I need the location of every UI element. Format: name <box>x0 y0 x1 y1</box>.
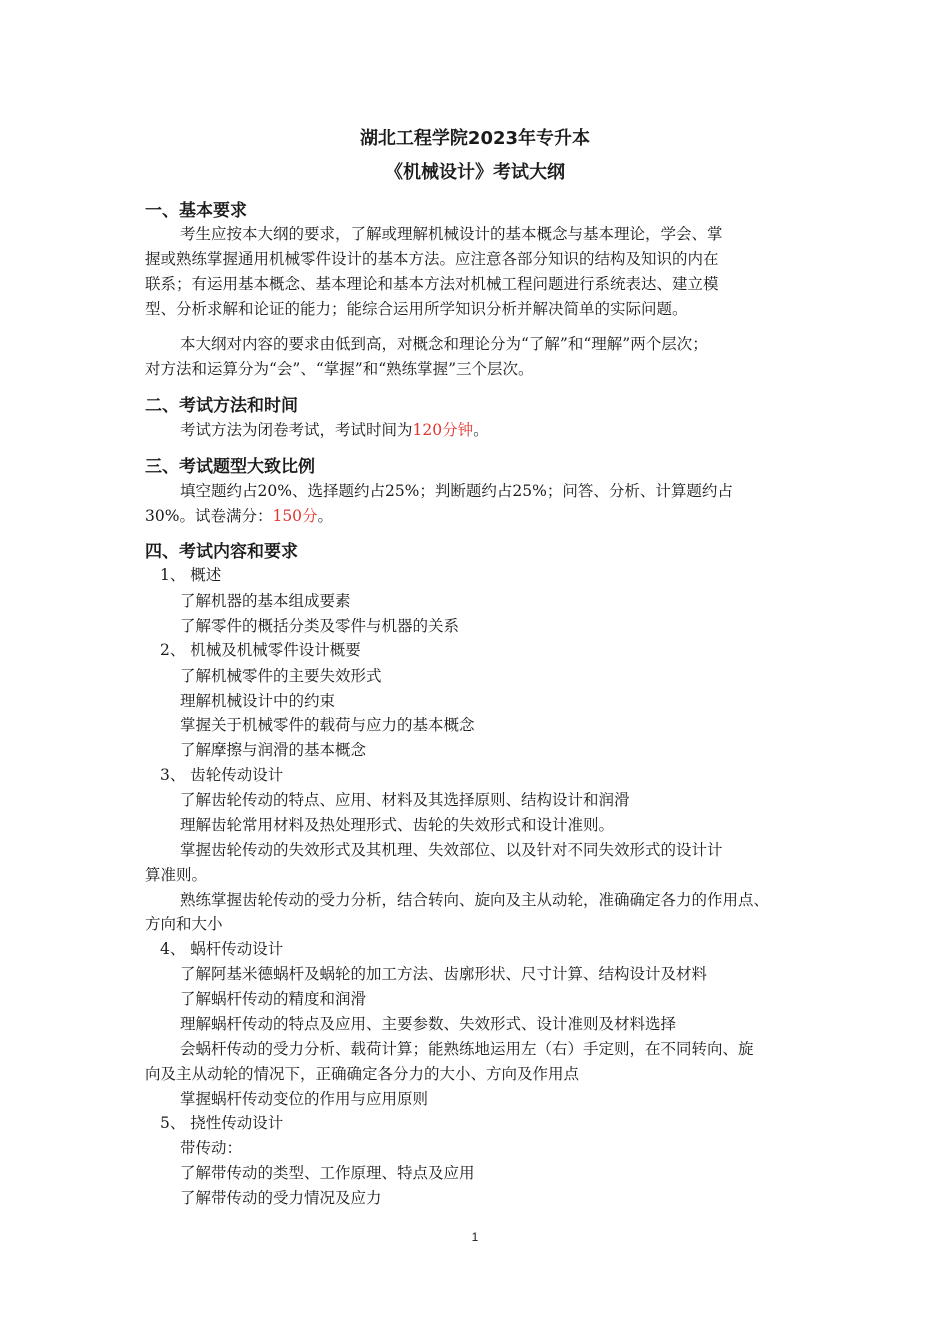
list-item: 理解机械设计中的约束 <box>180 692 336 710</box>
question-types-line: 填空题约占20%、选择题约占25%；判断题约占25%；问答、分析、计算题约占 <box>180 482 733 500</box>
question-types-line <box>145 505 333 527</box>
paragraph-line: 握或熟练掌握通用机械零件设计的基本方法。应注意各部分知识的结构及知识的内在 <box>145 250 719 268</box>
list-item: 带传动： <box>180 1139 243 1157</box>
document-title: 湖北工程学院2023年专升本 <box>359 128 591 149</box>
paragraph-line: 本大纲对内容的要求由低到高，对概念和理论分为“了解”和“理解”两个层次； <box>180 335 708 353</box>
list-item-continuation: 方向和大小 <box>145 915 223 933</box>
exam-method-text <box>180 419 489 441</box>
paragraph-line: 型、分析求解和论证的能力；能综合运用所学知识分析并解决简单的实际问题。 <box>145 300 688 318</box>
list-item: 会蜗杆传动的受力分析、载荷计算；能熟练地运用左（右）手定则，在不同转向、旋 <box>180 1040 754 1058</box>
section-heading-basic-requirements: 一、基本要求 <box>145 201 247 221</box>
section-heading-question-types: 三、考试题型大致比例 <box>145 457 315 477</box>
section-heading-exam-method: 二、考试方法和时间 <box>145 396 298 416</box>
full-score-prefix: 30%。试卷满分： <box>145 507 273 525</box>
exam-method-prefix: 考试方法为闭卷考试，考试时间为 <box>180 421 413 439</box>
subsection-title-design-overview: 2、 机械及机械零件设计概要 <box>160 641 361 659</box>
list-item: 了解阿基米德蜗杆及蜗轮的加工方法、齿廓形状、尺寸计算、结构设计及材料 <box>180 965 708 983</box>
list-item: 了解机械零件的主要失效形式 <box>180 667 382 685</box>
list-item: 了解机器的基本组成要素 <box>180 592 351 610</box>
list-item-continuation: 向及主从动轮的情况下，正确确定各分力的大小、方向及作用点 <box>145 1065 580 1083</box>
list-item: 熟练掌握齿轮传动的受力分析，结合转向、旋向及主从动轮，准确确定各力的作用点、 <box>180 891 770 909</box>
list-item: 理解蜗杆传动的特点及应用、主要参数、失效形式、设计准则及材料选择 <box>180 1015 677 1033</box>
list-item: 了解零件的概括分类及零件与机器的关系 <box>180 617 460 635</box>
list-item: 掌握关于机械零件的载荷与应力的基本概念 <box>180 716 475 734</box>
section-heading-exam-content: 四、考试内容和要求 <box>145 542 298 562</box>
list-item: 了解齿轮传动的特点、应用、材料及其选择原则、结构设计和润滑 <box>180 791 630 809</box>
list-item: 了解带传动的类型、工作原理、特点及应用 <box>180 1164 475 1182</box>
list-item: 理解齿轮常用材料及热处理形式、齿轮的失效形式和设计准则。 <box>180 816 615 834</box>
paragraph-line: 对方法和运算分为“会”、“掌握”和“熟练掌握”三个层次。 <box>145 360 534 378</box>
exam-method-suffix: 。 <box>473 421 489 439</box>
list-item: 了解带传动的受力情况及应力 <box>180 1189 382 1207</box>
paragraph-line: 联系；有运用基本概念、基本理论和基本方法对机械工程问题进行系统表达、建立模 <box>145 275 719 293</box>
document-subtitle: 《机械设计》考试大纲 <box>385 162 565 183</box>
subsection-title-worm-gear: 4、 蜗杆传动设计 <box>160 940 284 958</box>
exam-duration: 120分钟 <box>412 421 474 439</box>
list-item: 了解摩擦与润滑的基本概念 <box>180 741 367 759</box>
subsection-title-overview: 1、 概述 <box>160 566 222 584</box>
subsection-title-gear-transmission: 3、 齿轮传动设计 <box>160 766 284 784</box>
list-item: 了解蜗杆传动的精度和润滑 <box>180 990 367 1008</box>
page-number: 1 <box>471 1230 479 1244</box>
paragraph-line: 考生应按本大纲的要求，了解或理解机械设计的基本概念与基本理论，学会、掌 <box>180 225 723 243</box>
full-score-suffix: 。 <box>317 507 334 525</box>
full-score: 150分 <box>272 507 318 525</box>
subsection-title-flexible-transmission: 5、 挠性传动设计 <box>160 1114 284 1132</box>
list-item: 掌握齿轮传动的失效形式及其机理、失效部位、以及针对不同失效形式的设计计 <box>180 841 723 859</box>
list-item: 掌握蜗杆传动变位的作用与应用原则 <box>180 1090 429 1108</box>
list-item-continuation: 算准则。 <box>145 866 208 884</box>
